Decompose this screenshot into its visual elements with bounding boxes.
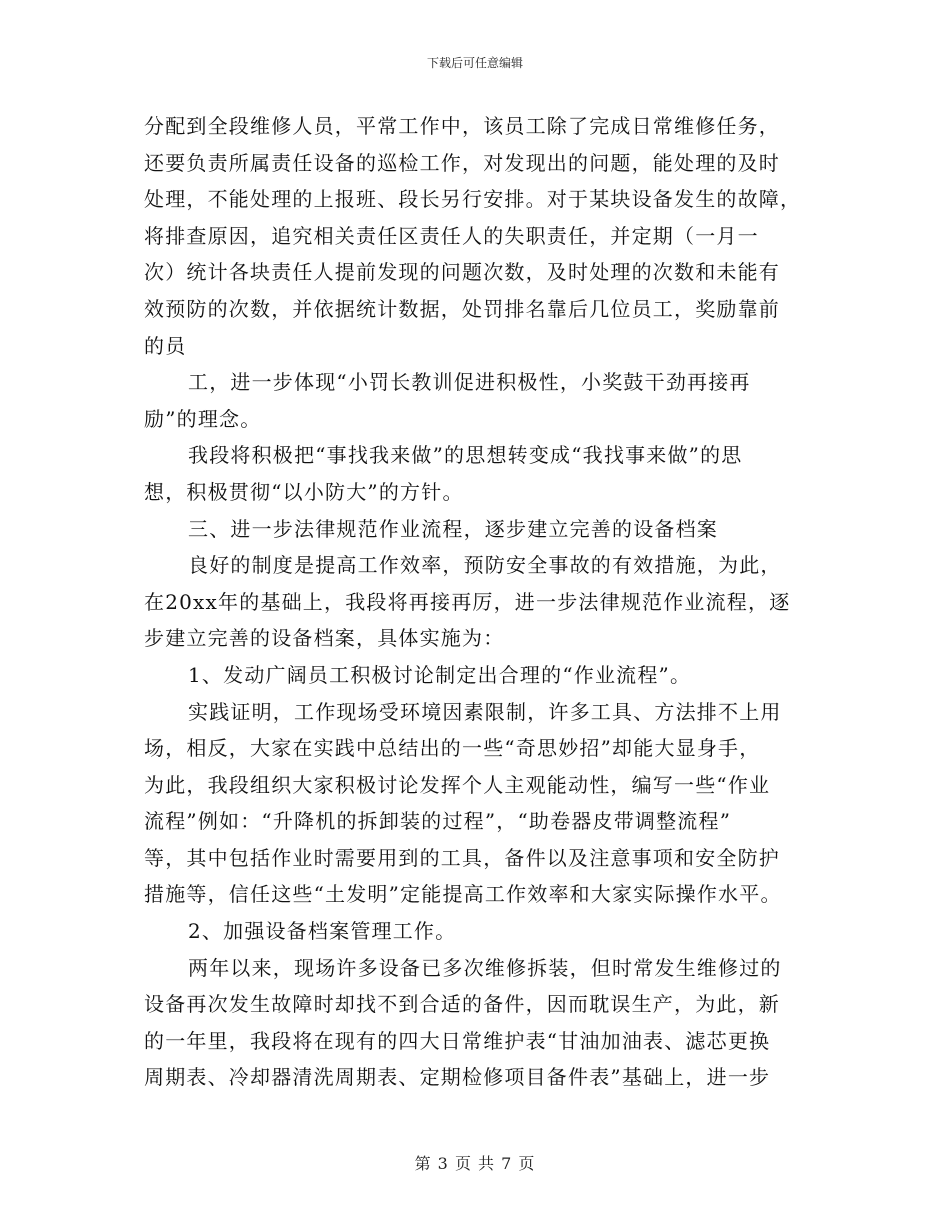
page-header-note: 下载后可任意编辑 [426,56,523,70]
text-line: 步建立完善的设备档案，具体实施为： [144,626,505,651]
text-line: 处理，不能处理的上报班、段长另行安排。对于某块设备发生的故障， [144,187,802,212]
text-line: 1、发动广阔员工积极讨论制定出合理的“作业流程”。 [188,662,692,687]
text-line: 在20xx年的基础上，我段将再接再厉，进一步法律规范作业流程，逐 [144,589,791,614]
text-line: 实践证明，工作现场受环境因素限制，许多工具、方法排不上用 [188,699,782,724]
text-line: 的一年里，我段将在现有的四大日常维护表“甘油加油表、滤芯更换 [144,1028,771,1053]
text-line: 措施等，信任这些“土发明”定能提高工作效率和大家实际操作水平。 [144,882,782,907]
text-line: 周期表、冷却器清洗周期表、定期检修项目备件表”基础上，进一步 [144,1065,771,1090]
text-line: 2、加强设备档案管理工作。 [188,919,457,944]
text-line: 还要负责所属责任设备的巡检工作，对发现出的问题，能处理的及时 [144,150,780,175]
text-line: 励”的理念。 [144,406,262,431]
text-line: 良好的制度是提高工作效率，预防安全事故的有效措施，为此， [188,553,782,578]
text-line: 三、进一步法律规范作业流程，逐步建立完善的设备档案 [188,516,718,541]
page-number-footer: 第 3 页 共 7 页 [414,1154,536,1173]
text-line: 次）统计各块责任人提前发现的问题次数，及时处理的次数和未能有 [144,260,780,285]
text-line: 想，积极贯彻“以小防大”的方针。 [144,479,464,504]
document-body [144,108,806,1096]
text-line: 设备再次发生故障时却找不到合适的备件，因而耽误生产，为此，新 [144,992,780,1017]
text-line: 工，进一步体现“小罚长教训促进积极性，小奖鼓干劲再接再 [188,370,751,395]
text-line: 我段将积极把“事找我来做”的思想转变成“我找事来做”的思 [188,443,743,468]
text-line: 分配到全段维修人员，平常工作中，该员工除了完成日常维修任务， [144,114,780,138]
text-line: 将排查原因，追究相关责任区责任人的失职责任，并定期（一月一 [144,223,759,248]
text-line: 两年以来，现场许多设备已多次维修拆装，但时常发生维修过的 [188,955,782,980]
text-line: 效预防的次数，并依据统计数据，处罚排名靠后几位员工，奖励靠前 [144,296,780,321]
text-line: 场，相反，大家在实践中总结出的一些“奇思妙招”却能大显身手， [144,736,761,761]
text-line: 的员 [144,333,187,358]
text-line: 流程”例如：“升降机的拆卸装的过程”，“助卷器皮带调整流程” [144,809,732,834]
text-line: 等，其中包括作业时需要用到的工具，备件以及注意事项和安全防护 [144,845,780,870]
text-line: 为此，我段组织大家积极讨论发挥个人主观能动性，编写一些“作业 [144,772,771,797]
